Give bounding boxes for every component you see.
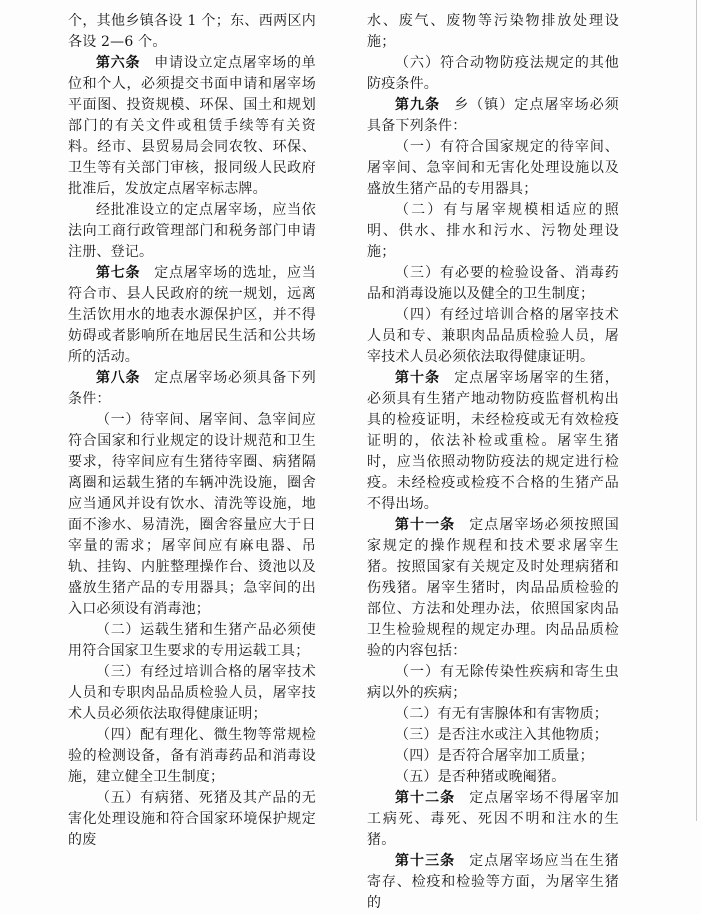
paragraph [68,368,316,410]
article-number-label: 第九条 [395,97,441,113]
paragraph [367,263,619,305]
paragraph [68,200,316,263]
paragraph-text: 水、废气、废物等污染物排放处理设施； [367,13,619,50]
paragraph-text: 乡（镇）定点屠宰场必须具备下列条件： [367,97,619,134]
paragraph [367,95,619,137]
paragraph-text: 个，其他乡镇各设 1 个；东、西两区内各设 2—6 个。 [68,13,316,50]
paragraph [68,410,316,620]
paragraph-text: （一）待宰间、屠宰间、急宰间应符合国家和行业规定的设计规范和卫生要求，待宰间应有生猪待宰圈、病猪隔离圈和运载生猪的车辆冲洗设施，圈舍应当通风并设有饮水、清洗等设施，地面不渗水、易清洗，圈舍容量应大于日宰量的需求；屠宰间应有麻电器、吊轨、挂钩、内脏整理操作台、烫池以及盛放生猪产品的专用器具；急宰间的出入口必须设有消毒池； [68,412,316,617]
text-column-right [367,11,619,914]
paragraph-text: （一）有无除传染性疾病和寄生虫病以外的疾病； [367,664,619,701]
paragraph-text: 定点屠宰场必须具备下列条件： [68,370,316,407]
paragraph-text: （四）有经过培训合格的屠宰技术人员和专、兼职肉品品质检验人员，屠宰技术人员必须依法取得健康证明。 [367,307,619,365]
paragraph-text: 定点屠宰场不得屠宰加工病死、毒死、死因不明和注水的生猪。 [367,790,619,848]
paragraph-text: （五）是否种猪或晚阉猪。 [395,769,566,785]
article-number-label: 第六条 [96,55,141,71]
paragraph [367,200,619,263]
paragraph [68,788,316,851]
paragraph-text: （五）有病猪、死猪及其产品的无害化处理设施和符合国家环境保护规定的废 [68,790,316,848]
article-number-label: 第八条 [96,370,141,386]
paragraph-text: （二）运载生猪和生猪产品必须使用符合国家卫生要求的专用运载工具； [68,622,316,659]
paragraph-text: 经批准设立的定点屠宰场，应当依法向工商行政管理部门和税务部门申请注册、登记。 [68,202,316,260]
paragraph [367,137,619,200]
paragraph-text: （三）有经过培训合格的屠宰技术人员和专职肉品品质检验人员，屠宰技术人员必须依法取得健康证明； [68,664,316,722]
paragraph [367,746,619,767]
paragraph-text: （一）有符合国家规定的待宰间、屠宰间、急宰间和无害化处理设施以及盛放生猪产品的专用器具； [367,139,619,197]
text-column-left [68,11,316,851]
paragraph [68,620,316,662]
scan-edge-line [696,0,697,821]
paragraph-text: 定点屠宰场屠宰的生猪，必须具有生猪产地动物防疫监督机构出具的检疫证明，未经检疫或无有效检疫证明的，依法补检或重检。屠宰生猪时，应当依照动物防疫法的规定进行检疫。未经检疫或检疫不合格的生猪产品不得出场。 [367,370,619,512]
paragraph [367,305,619,368]
paragraph-text: （四）配有理化、微生物等常规检验的检测设备，备有消毒药品和消毒设施，建立健全卫生制度； [68,727,316,785]
article-number-label: 第十二条 [395,790,456,806]
paragraph [68,725,316,788]
paragraph-text: （四）是否符合屠宰加工质量； [395,748,594,764]
paragraph-text: （三）是否注水或注入其他物质； [395,727,608,743]
paragraph [367,767,619,788]
paragraph [367,725,619,746]
paragraph-text: 定点屠宰场的选址，应当符合市、县人民政府的统一规划，远离生活饮用水的地表水源保护区，并不得妨碍或者影响所在地居民生活和公共场所的活动。 [68,265,316,365]
paragraph [367,368,619,515]
paragraph-text: 定点屠宰场必须按照国家规定的操作规程和技术要求屠宰生猪。按照国家有关规定及时处理病猪和伤残猪。屠宰生猪时，肉品品质检验的部位、方法和处理办法，依照国家肉品卫生检验规程的规定办理。肉品品质检验的内容包括： [367,517,619,659]
paragraph [367,11,619,53]
paragraph [68,53,316,200]
paragraph [367,851,619,914]
paragraph-text: 定点屠宰场应当在生猪寄存、检疫和检验等方面，为屠宰生猪的 [367,853,619,911]
paragraph-text: 申请设立定点屠宰场的单位和个人，必须提交书面申请和屠宰场平面图、投资规模、环保、国土和规划部门的有关文件或租赁手续等有关资料。经市、县贸易局会同农牧、环保、卫生等有关部门审核，报同级人民政府批准后，发放定点屠宰标志牌。 [68,55,316,197]
paragraph [367,53,619,95]
paragraph-text: （二）有无有害腺体和有害物质； [395,706,608,722]
paragraph-text: （六）符合动物防疫法规定的其他防疫条件。 [367,55,619,92]
paragraph-text: （三）有必要的检验设备、消毒药品和消毒设施以及健全的卫生制度； [367,265,619,302]
article-number-label: 第十三条 [395,853,456,869]
paragraph [367,515,619,662]
paragraph [367,704,619,725]
paragraph [68,11,316,53]
paragraph [68,662,316,725]
paragraph [68,263,316,368]
paragraph-text: （二）有与屠宰规模相适应的照明、供水、排水和污水、污物处理设施； [367,202,619,260]
paragraph [367,788,619,851]
article-number-label: 第七条 [96,265,141,281]
article-number-label: 第十条 [395,370,441,386]
article-number-label: 第十一条 [395,517,456,533]
paragraph [367,662,619,704]
